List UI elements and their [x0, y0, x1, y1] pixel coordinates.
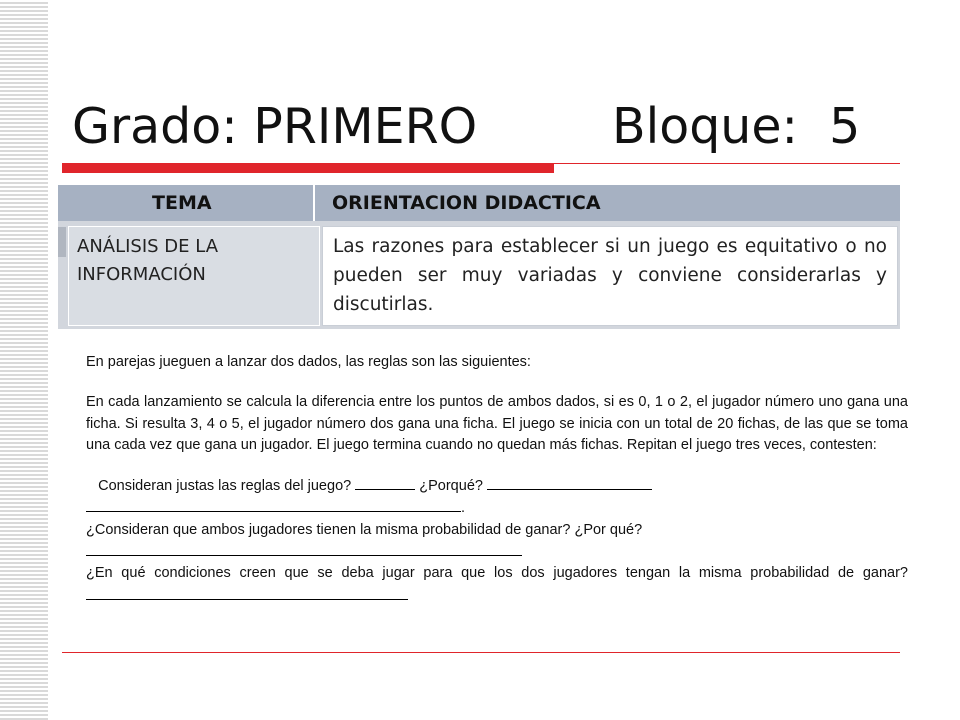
header-orientacion: ORIENTACION DIDACTICA	[332, 192, 601, 214]
header-tema: TEMA	[152, 192, 212, 214]
title-bloque: Bloque: 5	[612, 98, 861, 155]
topic-table	[58, 185, 900, 329]
table-body-row	[58, 221, 900, 329]
question-3	[86, 563, 908, 607]
question-3-text: ¿En qué condiciones creen que se deba jugar para que los dos jugadores tengan la misma probabilidad de ganar?	[86, 565, 908, 582]
question-1b: ¿Porqué?	[419, 478, 483, 495]
cell-orientacion: Las razones para establecer si un juego es equitativo o no pueden ser muy variadas y conviene considerarlas y discutirlas.	[322, 226, 898, 326]
title-underline-thick	[62, 164, 554, 173]
answer-blank-1a[interactable]	[355, 475, 415, 490]
activity-intro: En parejas jueguen a lanzar dos dados, las reglas son las siguientes:	[86, 354, 531, 370]
answer-blank-1b[interactable]	[487, 475, 652, 490]
answer-blank-1c[interactable]	[86, 497, 461, 512]
answer-blank-2[interactable]	[86, 541, 522, 556]
question-1a: Consideran justas las reglas del juego?	[98, 478, 352, 495]
question-2: ¿Consideran que ambos jugadores tienen la misma probabilidad de ganar? ¿Por qué?	[86, 521, 643, 538]
question-2-answer	[86, 541, 908, 563]
decorative-stripes	[0, 0, 48, 720]
question-1-continuation: .	[86, 497, 908, 519]
title-grado: Grado: PRIMERO	[72, 98, 478, 155]
cell-tema: ANÁLISIS DE LA INFORMACIÓN	[68, 226, 320, 326]
activity-text	[86, 352, 908, 607]
cell-shadow	[58, 227, 66, 257]
activity-rules: En cada lanzamiento se calcula la diferencia entre los puntos de ambos dados, si es 0, 1 o 2, el jugador número uno gana una ficha. Si resulta 3, 4 o 5, el jugador número dos gana una ficha. El juego se inicia con un total de 20 fichas, de las que se toma una cada vez que gana un jugador. El juego termina cuando no quedan más fichas. Repitan el juego tres veces, contesten:	[86, 394, 908, 453]
question-1	[86, 475, 908, 497]
slide-title	[72, 98, 861, 155]
bottom-rule	[62, 652, 900, 653]
header-divider	[313, 185, 315, 221]
table-header-row	[58, 185, 900, 221]
answer-blank-3[interactable]	[86, 585, 408, 600]
